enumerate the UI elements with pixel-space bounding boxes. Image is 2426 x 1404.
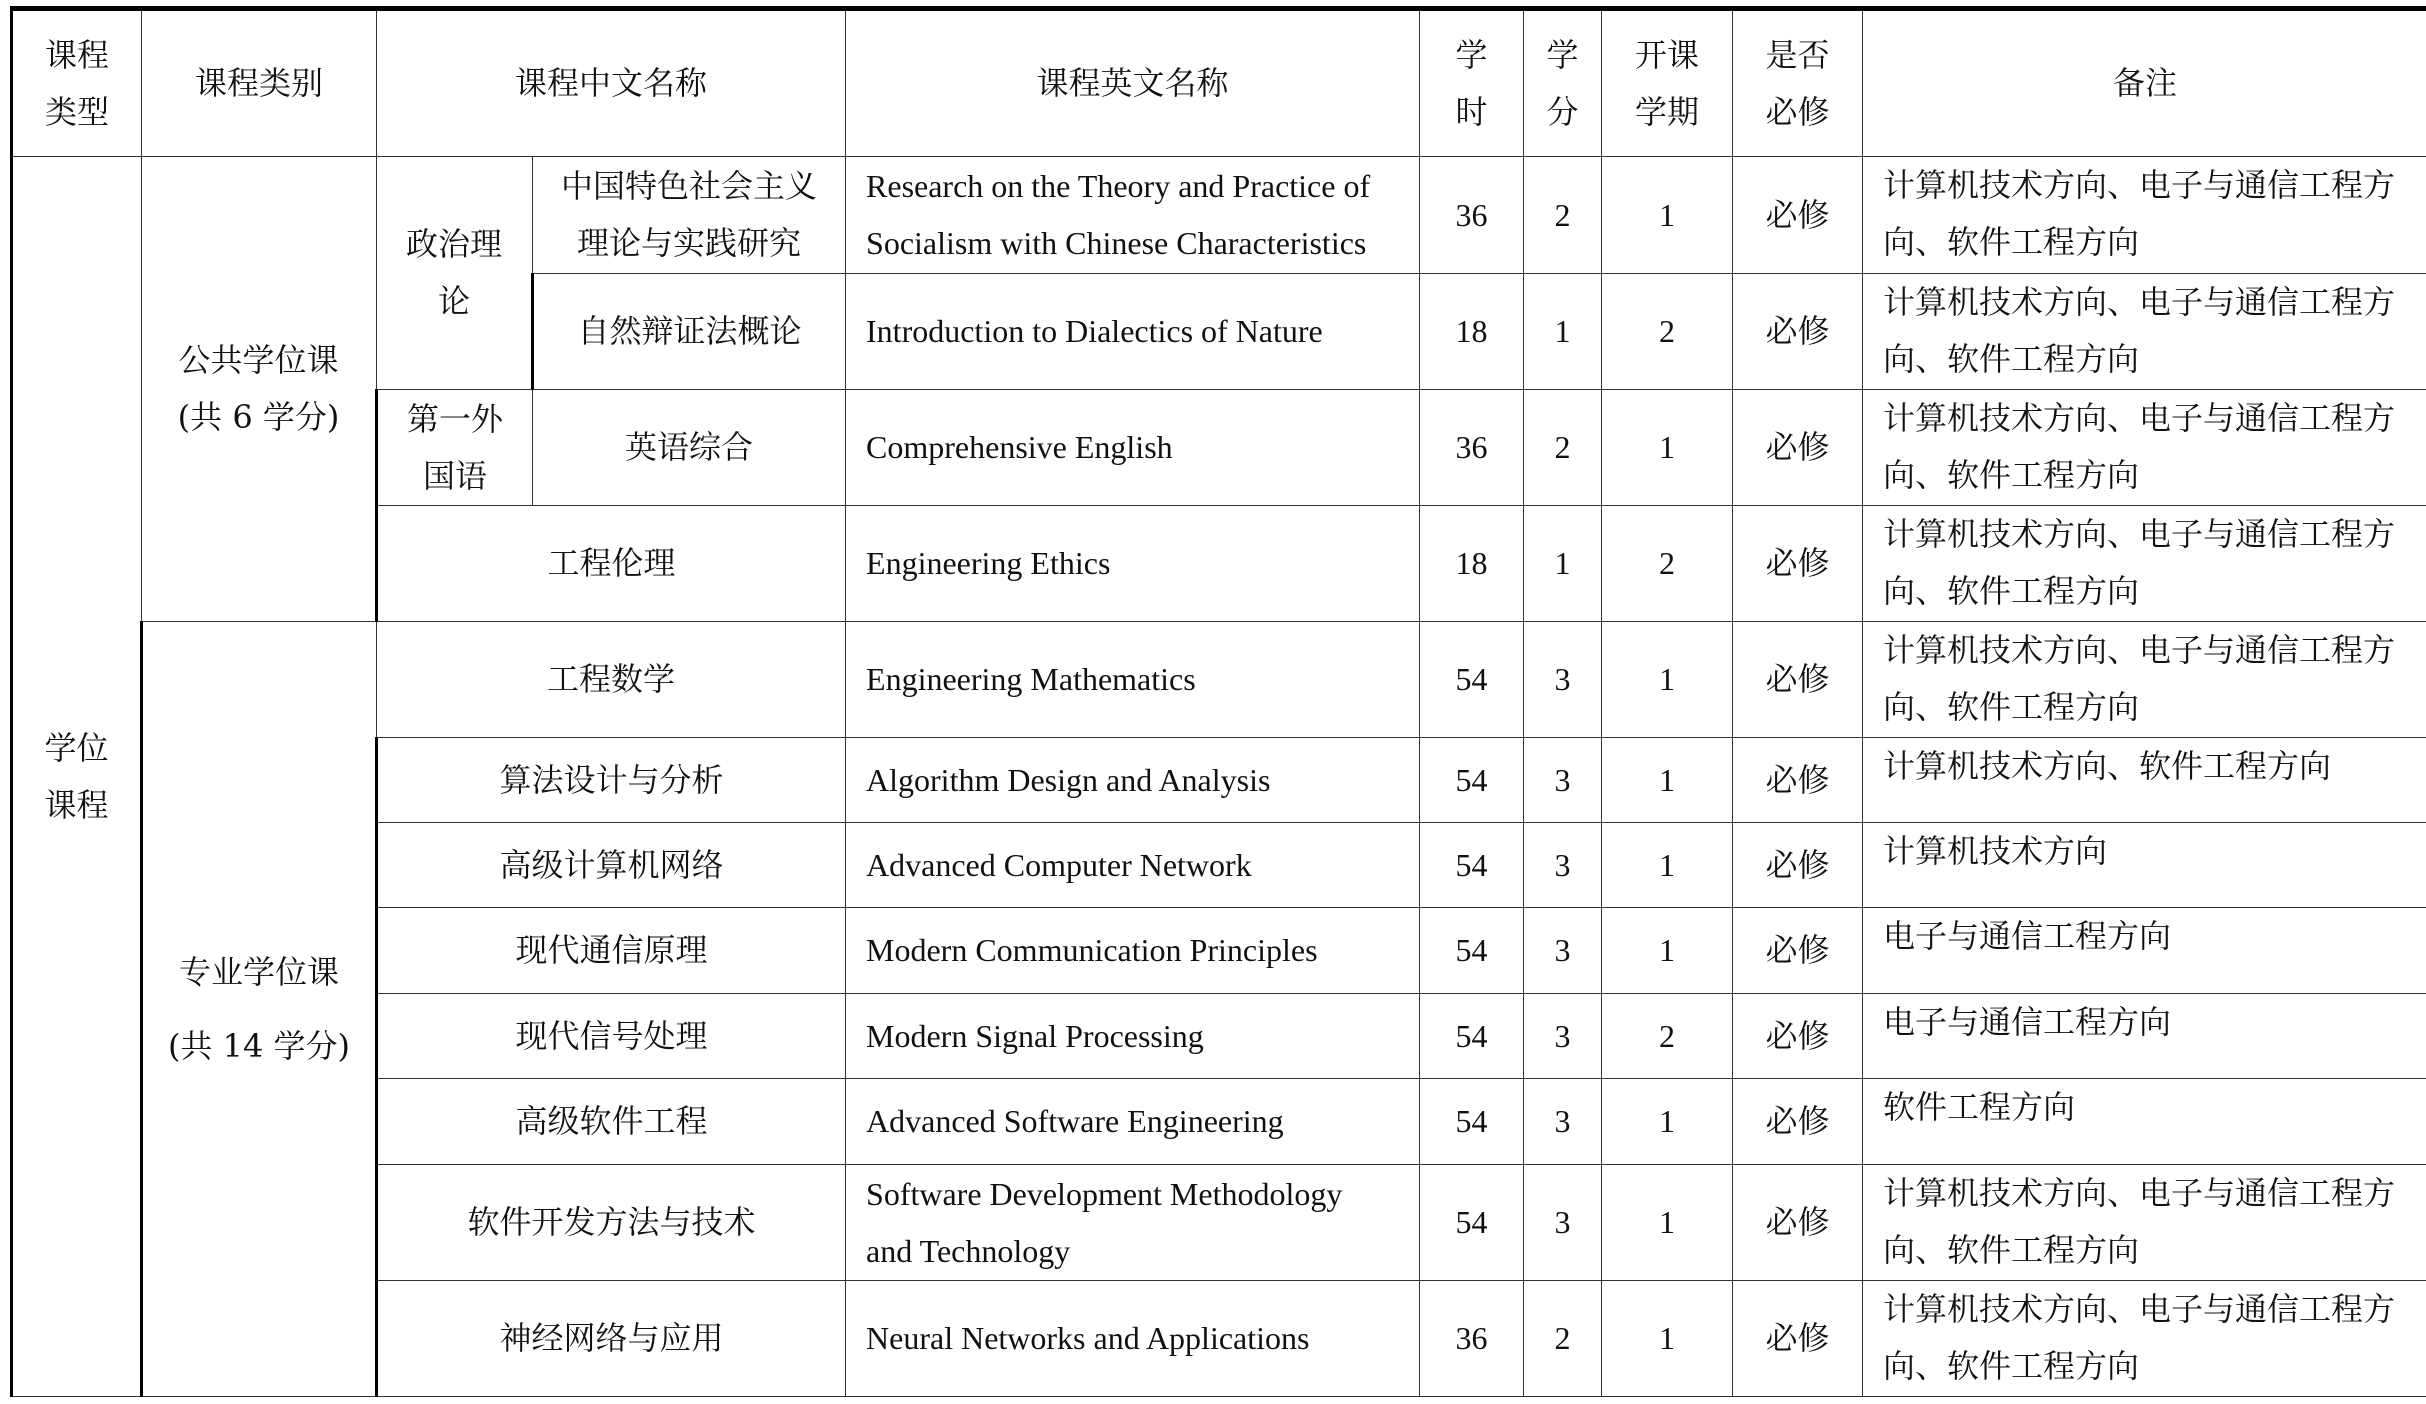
course-en-name: Advanced Software Engineering — [846, 1079, 1420, 1165]
course-en-name: Advanced Computer Network — [846, 823, 1420, 908]
course-hours: 54 — [1420, 1165, 1524, 1281]
major-degree-category: 专业学位课 (共 14 学分) — [142, 622, 377, 1397]
course-en-name: Neural Networks and Applications — [846, 1281, 1420, 1397]
course-hours: 36 — [1420, 1281, 1524, 1397]
course-required: 必修 — [1733, 274, 1863, 390]
degree-course-type: 学位 课程 — [12, 157, 142, 1397]
course-hours: 18 — [1420, 506, 1524, 622]
course-cn-name: 软件开发方法与技术 — [377, 1165, 846, 1281]
header-chinese-name: 课程中文名称 — [377, 9, 846, 157]
course-credits: 3 — [1524, 1079, 1602, 1165]
course-cn-name: 中国特色社会主义 理论与实践研究 — [533, 157, 846, 274]
course-required: 必修 — [1733, 994, 1863, 1079]
course-required: 必修 — [1733, 1165, 1863, 1281]
course-en-name: Introduction to Dialectics of Nature — [846, 274, 1420, 390]
course-note: 计算机技术方向、电子与通信工程方 向、软件工程方向 — [1863, 274, 2426, 390]
foreign-language-subcategory: 第一外 国语 — [377, 390, 533, 506]
course-cn-name: 现代通信原理 — [377, 908, 846, 994]
course-note: 计算机技术方向 — [1863, 823, 2426, 908]
course-cn-name: 神经网络与应用 — [377, 1281, 846, 1397]
course-credits: 3 — [1524, 622, 1602, 738]
course-hours: 36 — [1420, 157, 1524, 274]
course-required: 必修 — [1733, 908, 1863, 994]
course-required: 必修 — [1733, 622, 1863, 738]
course-term: 2 — [1602, 274, 1733, 390]
politics-subcategory: 政治理 论 — [377, 157, 533, 390]
course-term: 1 — [1602, 823, 1733, 908]
course-term: 1 — [1602, 157, 1733, 274]
course-hours: 54 — [1420, 622, 1524, 738]
table-row — [12, 622, 2426, 738]
course-en-name: Algorithm Design and Analysis — [846, 738, 1420, 823]
course-term: 2 — [1602, 506, 1733, 622]
course-cn-name: 英语综合 — [533, 390, 846, 506]
course-hours: 54 — [1420, 823, 1524, 908]
course-note: 计算机技术方向、电子与通信工程方 向、软件工程方向 — [1863, 157, 2426, 274]
course-cn-name: 算法设计与分析 — [377, 738, 846, 823]
course-note: 计算机技术方向、软件工程方向 — [1863, 738, 2426, 823]
course-term: 1 — [1602, 390, 1733, 506]
course-term: 1 — [1602, 1281, 1733, 1397]
course-hours: 54 — [1420, 994, 1524, 1079]
header-term: 开课 学期 — [1602, 9, 1733, 157]
course-credits: 2 — [1524, 1281, 1602, 1397]
course-en-name: Engineering Ethics — [846, 506, 1420, 622]
course-en-name: Engineering Mathematics — [846, 622, 1420, 738]
header-credits: 学 分 — [1524, 9, 1602, 157]
header-course-category: 课程类别 — [142, 9, 377, 157]
header-hours: 学 时 — [1420, 9, 1524, 157]
course-credits: 3 — [1524, 994, 1602, 1079]
course-credits: 3 — [1524, 908, 1602, 994]
course-cn-name: 自然辩证法概论 — [533, 274, 846, 390]
curriculum-table — [10, 6, 2426, 1397]
header-english-name: 课程英文名称 — [846, 9, 1420, 157]
course-hours: 36 — [1420, 390, 1524, 506]
course-term: 1 — [1602, 738, 1733, 823]
course-credits: 1 — [1524, 274, 1602, 390]
course-en-name: Modern Communication Principles — [846, 908, 1420, 994]
course-required: 必修 — [1733, 390, 1863, 506]
header-required: 是否 必修 — [1733, 9, 1863, 157]
course-hours: 18 — [1420, 274, 1524, 390]
course-credits: 3 — [1524, 1165, 1602, 1281]
table-row — [12, 157, 2426, 274]
course-en-name: Research on the Theory and Practice of Socialism with Chinese Characteristics — [846, 157, 1420, 274]
course-term: 1 — [1602, 1165, 1733, 1281]
header-notes: 备注 — [1863, 9, 2426, 157]
course-hours: 54 — [1420, 738, 1524, 823]
course-credits: 3 — [1524, 823, 1602, 908]
course-hours: 54 — [1420, 908, 1524, 994]
course-required: 必修 — [1733, 823, 1863, 908]
course-term: 1 — [1602, 908, 1733, 994]
course-hours: 54 — [1420, 1079, 1524, 1165]
header-row — [12, 9, 2426, 157]
header-course-type: 课程 类型 — [12, 9, 142, 157]
course-term: 1 — [1602, 1079, 1733, 1165]
course-cn-name: 高级软件工程 — [377, 1079, 846, 1165]
course-cn-name: 高级计算机网络 — [377, 823, 846, 908]
course-note: 电子与通信工程方向 — [1863, 994, 2426, 1079]
course-en-name: Comprehensive English — [846, 390, 1420, 506]
course-required: 必修 — [1733, 1079, 1863, 1165]
course-required: 必修 — [1733, 157, 1863, 274]
course-required: 必修 — [1733, 1281, 1863, 1397]
course-cn-name: 现代信号处理 — [377, 994, 846, 1079]
course-en-name: Modern Signal Processing — [846, 994, 1420, 1079]
course-term: 1 — [1602, 622, 1733, 738]
course-note: 电子与通信工程方向 — [1863, 908, 2426, 994]
course-term: 2 — [1602, 994, 1733, 1079]
public-degree-category: 公共学位课 (共 6 学分) — [142, 157, 377, 622]
course-credits: 3 — [1524, 738, 1602, 823]
course-note: 计算机技术方向、电子与通信工程方 向、软件工程方向 — [1863, 506, 2426, 622]
course-note: 计算机技术方向、电子与通信工程方 向、软件工程方向 — [1863, 1281, 2426, 1397]
course-credits: 1 — [1524, 506, 1602, 622]
course-cn-name: 工程数学 — [377, 622, 846, 738]
course-credits: 2 — [1524, 390, 1602, 506]
course-required: 必修 — [1733, 506, 1863, 622]
course-note: 计算机技术方向、电子与通信工程方 向、软件工程方向 — [1863, 1165, 2426, 1281]
course-required: 必修 — [1733, 738, 1863, 823]
course-note: 计算机技术方向、电子与通信工程方 向、软件工程方向 — [1863, 622, 2426, 738]
course-cn-name: 工程伦理 — [377, 506, 846, 622]
course-note: 计算机技术方向、电子与通信工程方 向、软件工程方向 — [1863, 390, 2426, 506]
course-note: 软件工程方向 — [1863, 1079, 2426, 1165]
course-en-name: Software Development Methodology and Technology — [846, 1165, 1420, 1281]
course-credits: 2 — [1524, 157, 1602, 274]
